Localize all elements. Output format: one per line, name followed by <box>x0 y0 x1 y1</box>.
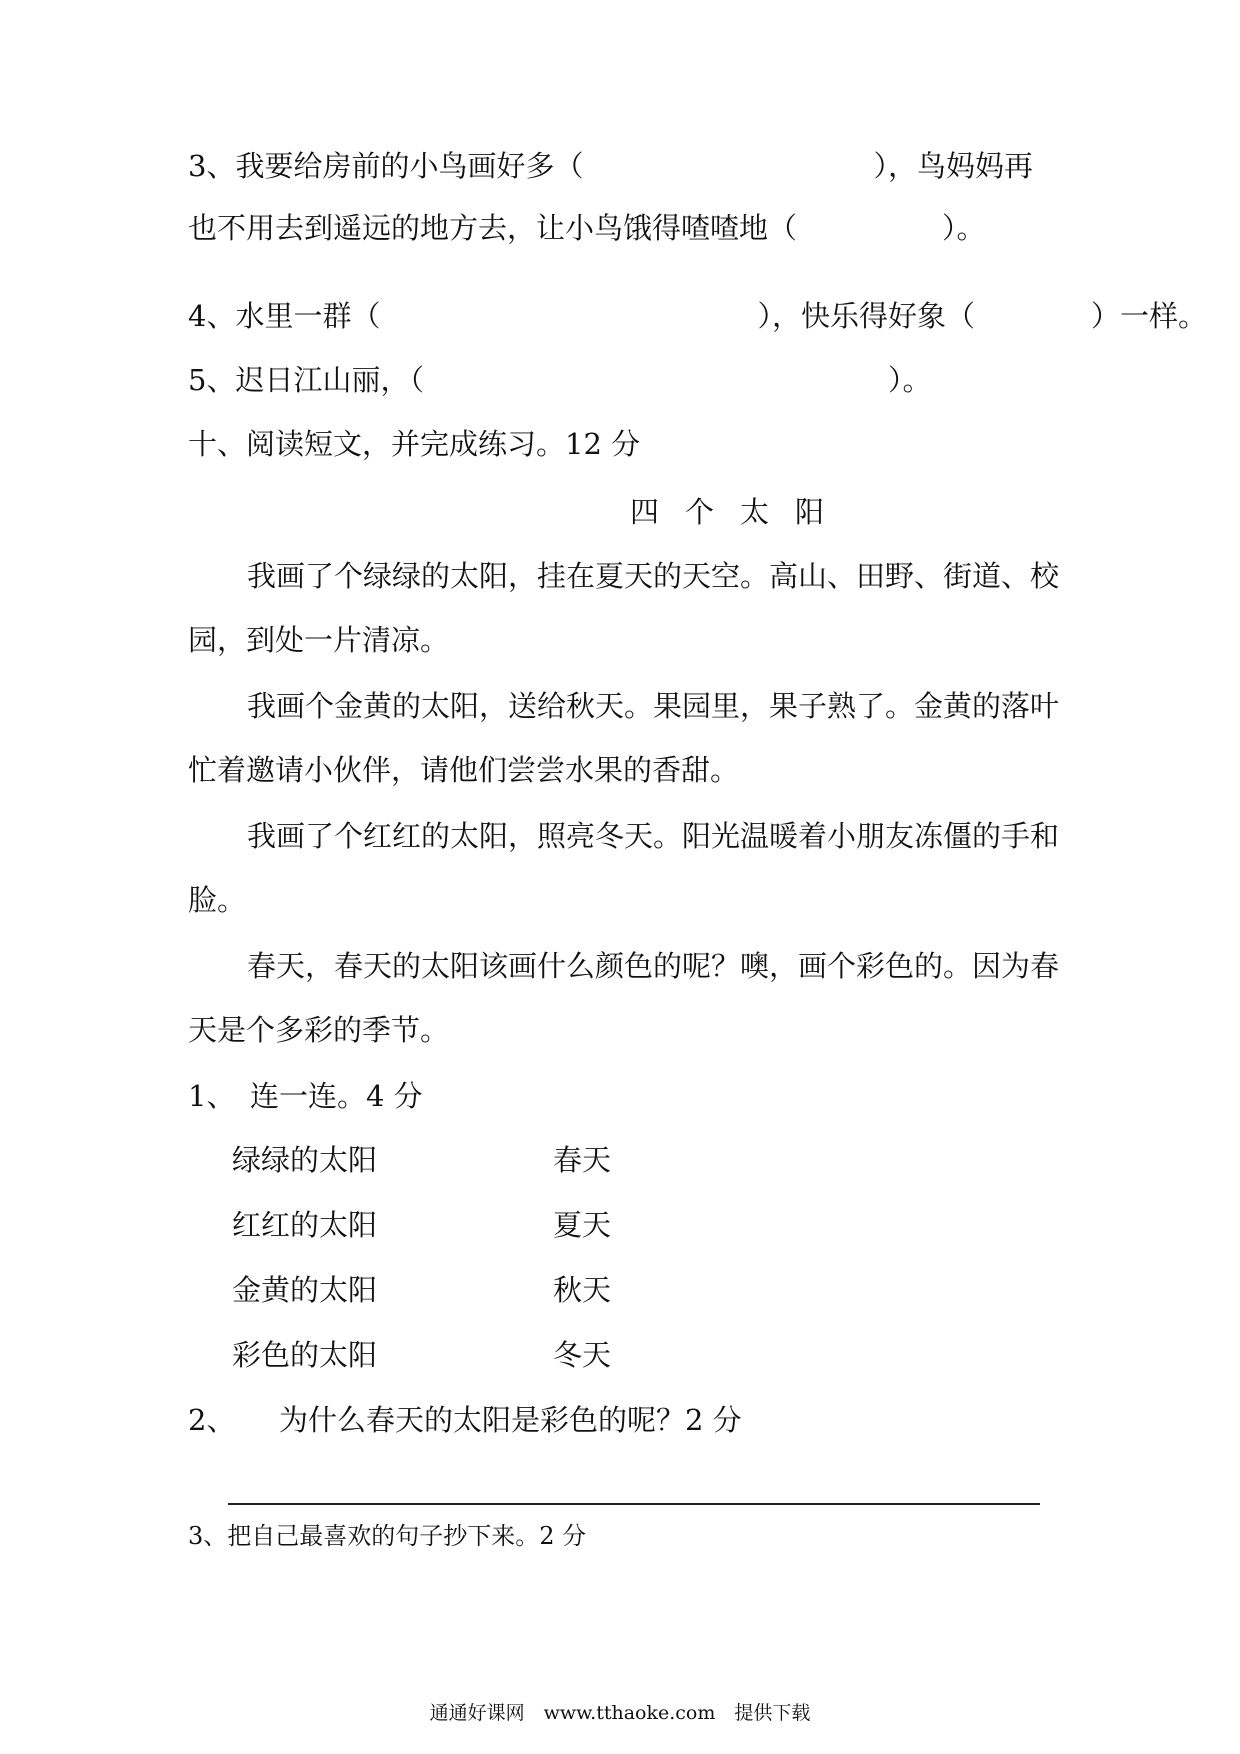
paragraph-3-line-2: 脸。 <box>188 883 247 917</box>
question-1-label: 1、 连一连。4 分 <box>188 1079 423 1113</box>
match-right-item: 夏天 <box>553 1208 612 1242</box>
reading-heading: 十、阅读短文，并完成练习。12 分 <box>188 427 641 461</box>
paragraph-4-line-1: 春天，春天的太阳该画什么颜色的呢？噢，画个彩色的。因为春 <box>247 949 1060 983</box>
match-left-item: 彩色的太阳 <box>232 1338 378 1372</box>
match-left-item: 金黄的太阳 <box>232 1273 378 1307</box>
passage-title: 四个太阳 <box>630 495 851 529</box>
paragraph-2-line-2: 忙着邀请小伙伴，请他们尝尝水果的香甜。 <box>188 753 740 787</box>
match-left-item: 绿绿的太阳 <box>232 1143 378 1177</box>
paragraph-1-line-1: 我画了个绿绿的太阳，挂在夏天的天空。高山、田野、街道、校 <box>247 559 1060 593</box>
question-2-label: 2、 为什么春天的太阳是彩色的呢？2 分 <box>188 1403 742 1437</box>
question-3-copy-label: 3、把自己最喜欢的句子抄下来。2 分 <box>188 1522 587 1550</box>
paragraph-4-line-2: 天是个多彩的季节。 <box>188 1013 450 1047</box>
match-right-item: 秋天 <box>553 1273 612 1307</box>
paragraph-3-line-1: 我画了个红红的太阳，照亮冬天。阳光温暖着小朋友冻僵的手和 <box>247 819 1060 853</box>
match-right-item: 春天 <box>553 1143 612 1177</box>
match-right-item: 冬天 <box>553 1338 612 1372</box>
match-left-item: 红红的太阳 <box>232 1208 378 1242</box>
question-4: 4、水里一群（ ），快乐得好象（ ）一样。 <box>188 299 1207 333</box>
question-3-line-1: 3、我要给房前的小鸟画好多（ ），鸟妈妈再 <box>188 149 1033 183</box>
paragraph-2-line-1: 我画个金黄的太阳，送给秋天。果园里，果子熟了。金黄的落叶 <box>247 689 1060 723</box>
question-3-line-2: 也不用去到遥远的地方去，让小鸟饿得喳喳地（ ）。 <box>188 211 986 245</box>
question-5: 5、迟日江山丽，（ ）。 <box>188 363 932 397</box>
paragraph-1-line-2: 园，到处一片清凉。 <box>188 623 450 657</box>
answer-line <box>228 1503 1040 1505</box>
footer-credit: 通通好课网 www.tthaoke.com 提供下载 <box>429 1702 811 1724</box>
